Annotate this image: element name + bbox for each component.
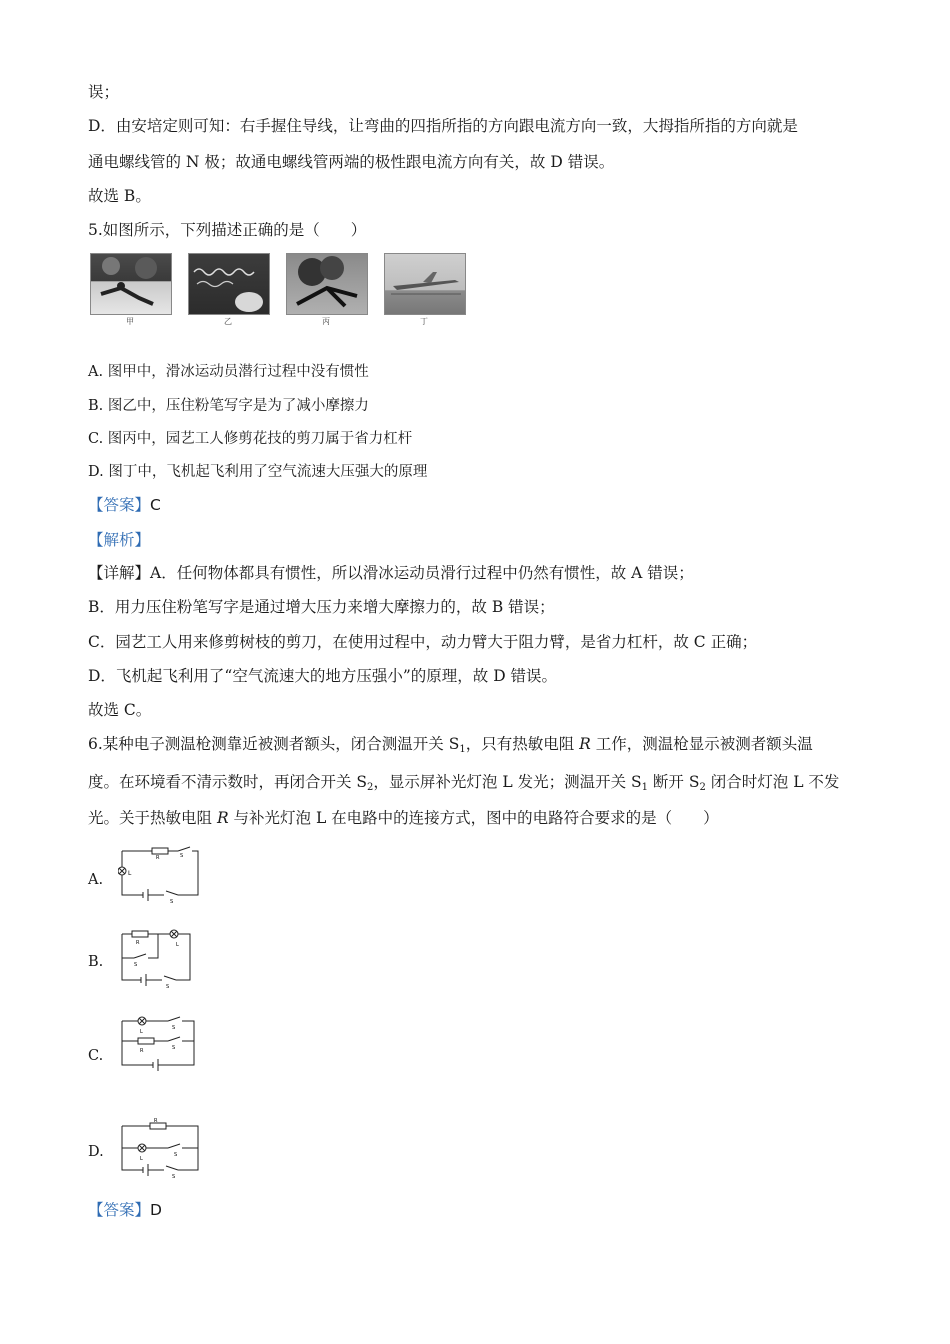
option-a-label: A.: [88, 872, 104, 888]
text-line: D．由安培定则可知：右手握住导线，让弯曲的四指所指的方向跟电流方向一致，大拇指所指的方向就是: [88, 117, 798, 135]
subscript: 1: [459, 744, 466, 755]
photo-caption: 丁: [420, 317, 428, 326]
text-line: C．园艺工人用来修剪树枝的剪刀，在使用过程中，动力臂大于阻力臂，是省力杠杆，故 C 正确；: [88, 633, 758, 651]
text-span: ，只有热敏电阻: [465, 735, 580, 753]
question-6-line-2: [88, 772, 839, 798]
text-span: ，显示屏补光灯泡 L 发光；测温开关 S: [373, 773, 642, 791]
circuit-b-diagram: [118, 928, 208, 988]
resistor-symbol: R: [579, 735, 591, 753]
label-s1: S: [180, 853, 184, 859]
text-line: 通电螺线管的 N 极；故通电螺线管两端的极性跟电流方向有关，故 D 错误。: [88, 153, 615, 171]
label-r: R: [154, 1118, 158, 1124]
photo-airplane: [384, 253, 466, 315]
label-l: L: [176, 942, 179, 948]
circuit-d: [118, 1118, 208, 1178]
text-span: 光。关于热敏电阻: [88, 809, 217, 827]
text-span: 闭合时灯泡 L 不发: [705, 773, 840, 791]
detail-row: [88, 563, 694, 583]
question-6-line-3: [88, 808, 719, 828]
label-r: R: [140, 1048, 144, 1054]
question-6-line-1: [88, 734, 813, 760]
subscript: 2: [367, 782, 374, 793]
answer-row-6: [88, 1200, 162, 1220]
circuit-a-diagram: [118, 845, 208, 905]
text-span: 与补光灯泡 L 在电路中的连接方式，图中的电路符合要求的是（ ）: [228, 809, 719, 827]
option-d: D. 图丁中，飞机起飞利用了空气流速大压强大的原理: [88, 464, 428, 480]
option-c: C. 图丙中，园艺工人修剪花技的剪刀属于省力杠杆: [88, 431, 413, 447]
photo-caption: 甲: [126, 317, 134, 326]
label-s2: S: [170, 899, 174, 905]
analysis-label: 【解析】: [88, 531, 151, 549]
text-line: 误；: [88, 83, 120, 101]
circuit-b: [118, 928, 208, 988]
option-b: B. 图乙中，压住粉笔写字是为了减小摩擦力: [88, 398, 369, 414]
label-l: L: [140, 1156, 143, 1162]
photo-skater: [90, 253, 172, 315]
text-span: 断开 S: [648, 773, 700, 791]
chalk-writing-image: [189, 254, 269, 314]
option-d-label: D.: [88, 1144, 104, 1160]
option-a: A. 图甲中，滑冰运动员潜行过程中没有惯性: [88, 364, 369, 380]
label-s1: S: [172, 1174, 176, 1178]
label-s2: S: [172, 1025, 176, 1031]
label-r: R: [136, 940, 140, 946]
circuit-c: [118, 1015, 208, 1075]
text-line: 故选 B。: [88, 187, 151, 205]
photo-caption: 乙: [224, 317, 232, 326]
photo-chalk: [188, 253, 270, 315]
circuit-a: [118, 845, 208, 905]
label-s2: S: [174, 1152, 178, 1158]
photo-scissors: [286, 253, 368, 315]
text-line: D．飞机起飞利用了“空气流速大的地方压强小”的原理，故 D 错误。: [88, 667, 558, 685]
text-line: 故选 C。: [88, 701, 152, 719]
question-5-stem: 5.如图所示，下列描述正确的是（ ）: [88, 221, 367, 239]
resistor-symbol: R: [216, 809, 229, 827]
answer-value: D: [150, 1201, 162, 1219]
text-span: 度。在环境看不清示数时，再闭合开关 S: [88, 773, 368, 791]
label-r: R: [156, 855, 160, 861]
answer-value: C: [150, 496, 161, 514]
detail-text: A．任何物体都具有惯性，所以滑冰运动员滑行过程中仍然有惯性，故 A 错误；: [150, 564, 694, 582]
pruning-shears-image: [287, 254, 367, 314]
text-span: 工作，测温枪显示被测者额头温: [590, 735, 813, 753]
option-b-label: B.: [88, 954, 104, 970]
answer-row: [88, 495, 161, 515]
label-l: L: [128, 870, 132, 877]
detail-tag: 【详解】: [88, 564, 151, 582]
label-s2: S: [134, 962, 138, 968]
skater-image: [91, 254, 171, 314]
label-l: L: [140, 1029, 143, 1035]
text-line: B．用力压住粉笔写字是通过增大压力来增大摩擦力的，故 B 错误；: [88, 598, 555, 616]
option-c-label: C.: [88, 1048, 104, 1064]
photo-caption: 丙: [322, 317, 330, 326]
subscript: 2: [699, 782, 706, 793]
analysis-tag: [88, 530, 150, 550]
text-span: 6.某种电子测温枪测靠近被测者额头，闭合测温开关 S: [88, 735, 460, 753]
label-s1: S: [172, 1045, 176, 1051]
answer-tag: 【答案】: [88, 1201, 151, 1219]
answer-tag: 【答案】: [88, 496, 151, 514]
airplane-image: [385, 254, 465, 314]
subscript: 1: [641, 782, 648, 793]
circuit-d-diagram: [118, 1118, 208, 1178]
circuit-c-diagram: [118, 1015, 208, 1075]
label-s1: S: [166, 984, 170, 988]
